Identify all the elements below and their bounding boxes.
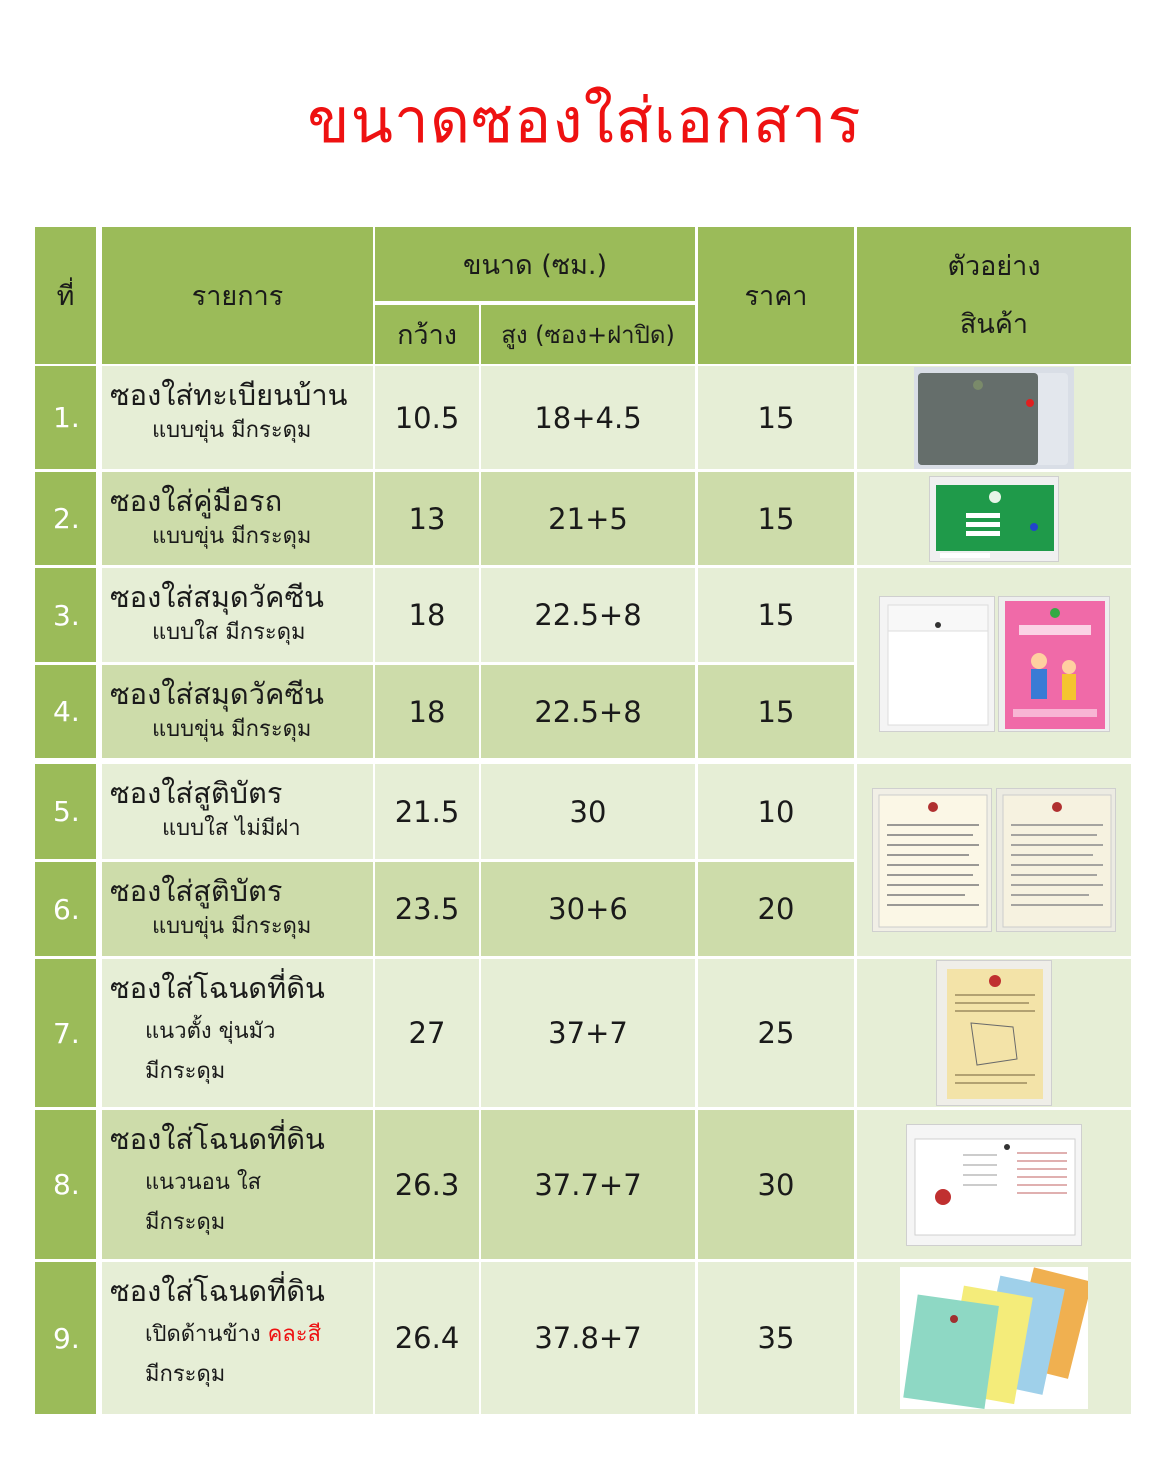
price-value: 30	[757, 1167, 795, 1202]
row-item-cell	[102, 366, 373, 469]
width-value: 27	[408, 1016, 446, 1050]
sample-image-cell-8	[857, 1110, 1131, 1259]
sample-image-cell-9	[857, 1262, 1131, 1414]
item-description-text: แบบใส ไม่มีฝา	[162, 816, 301, 841]
header-height-label: สูง (ซอง+ฝาปิด)	[501, 321, 675, 349]
width-value: 10.5	[394, 400, 460, 435]
item-description-text: เปิดด้านข้าง	[145, 1322, 261, 1347]
row-height-cell	[481, 862, 695, 956]
header-sample-line2: สินค้า	[959, 308, 1029, 340]
row-number: 6.	[53, 892, 80, 926]
width-value: 26.4	[394, 1321, 460, 1355]
sample-image-cell-7	[857, 959, 1131, 1107]
header-no	[35, 227, 96, 364]
height-value: 30	[569, 794, 607, 829]
width-value: 26.3	[394, 1167, 460, 1202]
header-size	[375, 227, 695, 301]
header-item-label: รายการ	[191, 281, 284, 312]
width-value: 18	[408, 694, 446, 729]
item-description	[110, 1320, 321, 1350]
horizontal-land-deed-sleeve-photo	[906, 1124, 1082, 1246]
row-item-cell	[102, 1262, 373, 1414]
frosted-vaccine-sleeve-photo	[998, 596, 1110, 732]
item-name: ซองใส่ทะเบียนบ้าน	[110, 378, 348, 412]
item-description	[110, 1208, 225, 1238]
row-number-cell	[35, 366, 96, 469]
row-number-cell	[35, 665, 96, 758]
row-item-cell	[102, 568, 373, 662]
header-price-label: ราคา	[744, 281, 808, 312]
row-height-cell	[481, 568, 695, 662]
row-width-cell	[375, 1110, 479, 1259]
item-description	[110, 1360, 225, 1390]
item-name: ซองใส่สมุดวัคซีน	[110, 677, 324, 711]
sample-image-cell-2	[857, 472, 1131, 565]
item-name: ซองใส่โฉนดที่ดิน	[110, 971, 325, 1005]
row-price-cell	[698, 1262, 854, 1414]
item-description-text: แนวตั้ง ขุ่นมัว	[145, 1019, 276, 1044]
row-item-cell	[102, 764, 373, 859]
row-price-cell	[698, 862, 854, 956]
sample-image-cell-3-4	[857, 568, 1131, 758]
item-description	[110, 1057, 225, 1087]
header-sample-line1: ตัวอย่าง	[947, 250, 1041, 282]
height-value: 18+4.5	[534, 400, 642, 435]
row-number: 1.	[53, 401, 80, 434]
car-manual-sleeve-photo	[929, 476, 1059, 562]
row-item-cell	[102, 862, 373, 956]
width-value: 23.5	[394, 892, 460, 926]
row-number-cell	[35, 764, 96, 859]
price-table	[35, 227, 1131, 1414]
item-description-text: มีกระดุม	[145, 1059, 226, 1084]
header-width	[375, 305, 479, 364]
item-description	[110, 618, 306, 648]
item-description-text: แบบขุ่น มีกระดุม	[152, 418, 312, 443]
price-value: 15	[757, 694, 795, 729]
price-value: 10	[757, 794, 795, 829]
row-price-cell	[698, 568, 854, 662]
row-price-cell	[698, 366, 854, 469]
page-title: ขนาดซองใส่เอกสาร	[307, 84, 862, 157]
row-number-cell	[35, 959, 96, 1107]
row-width-cell	[375, 862, 479, 956]
row-price-cell	[698, 665, 854, 758]
row-width-cell	[375, 366, 479, 469]
item-name: ซองใส่คู่มือรถ	[110, 484, 283, 518]
item-description-text: แนวนอน ใส	[145, 1170, 262, 1195]
row-height-cell	[481, 764, 695, 859]
price-value: 15	[757, 400, 795, 435]
item-name: ซองใส่โฉนดที่ดิน	[110, 1122, 325, 1156]
item-description	[110, 715, 311, 745]
row-item-cell	[102, 472, 373, 565]
row-number-cell	[35, 862, 96, 956]
header-width-label: กว้าง	[397, 320, 457, 351]
width-value: 13	[408, 501, 446, 536]
row-width-cell	[375, 568, 479, 662]
row-price-cell	[698, 764, 854, 859]
item-description-text: แบบขุ่น มีกระดุม	[152, 914, 312, 939]
assorted-color-land-deed-sleeves-photo	[900, 1267, 1088, 1409]
row-height-cell	[481, 472, 695, 565]
row-width-cell	[375, 1262, 479, 1414]
item-name: ซองใส่โฉนดที่ดิน	[110, 1274, 325, 1308]
item-description-text: แบบขุ่น มีกระดุม	[152, 524, 312, 549]
row-number-cell	[35, 568, 96, 662]
row-number: 8.	[53, 1168, 80, 1201]
row-width-cell	[375, 472, 479, 565]
row-height-cell	[481, 1110, 695, 1259]
row-height-cell	[481, 959, 695, 1107]
height-value: 37.7+7	[534, 1167, 642, 1202]
item-description-text: แบบขุ่น มีกระดุม	[152, 717, 312, 742]
height-value: 22.5+8	[534, 694, 642, 729]
row-width-cell	[375, 959, 479, 1107]
height-value: 37.8+7	[534, 1321, 642, 1355]
item-name: ซองใส่สมุดวัคซีน	[110, 580, 324, 614]
item-name: ซองใส่สูติบัตร	[110, 776, 283, 810]
header-sample	[857, 227, 1131, 364]
header-height	[481, 305, 695, 364]
item-description	[110, 522, 311, 552]
height-value: 21+5	[548, 501, 628, 536]
sample-image-cell-5-6	[857, 764, 1131, 956]
item-description	[110, 814, 301, 844]
header-price	[698, 227, 854, 364]
header-no-label: ที่	[56, 281, 75, 312]
row-height-cell	[481, 1262, 695, 1414]
row-number-cell	[35, 1262, 96, 1414]
row-width-cell	[375, 665, 479, 758]
header-item	[102, 227, 373, 364]
row-price-cell	[698, 472, 854, 565]
item-description	[110, 416, 311, 446]
height-value: 37+7	[548, 1016, 628, 1050]
row-width-cell	[375, 764, 479, 859]
item-description	[110, 1017, 276, 1047]
vertical-land-deed-sleeve-photo	[936, 960, 1052, 1106]
row-price-cell	[698, 959, 854, 1107]
item-description-text: แบบใส มีกระดุม	[152, 620, 306, 645]
row-price-cell	[698, 1110, 854, 1259]
clear-vaccine-sleeve-photo	[879, 596, 995, 732]
height-value: 22.5+8	[534, 598, 642, 632]
row-height-cell	[481, 665, 695, 758]
row-number-cell	[35, 472, 96, 565]
row-item-cell	[102, 665, 373, 758]
header-size-label: ขนาด (ซม.)	[463, 249, 607, 281]
price-value: 35	[757, 1321, 795, 1355]
row-number: 4.	[53, 695, 80, 728]
price-value: 15	[757, 501, 795, 536]
row-number: 9.	[53, 1321, 80, 1355]
frosted-birth-certificate-sleeve-photo	[996, 788, 1116, 932]
row-height-cell	[481, 366, 695, 469]
item-description-highlight: คละสี	[267, 1322, 322, 1347]
height-value: 30+6	[548, 892, 628, 926]
sample-image-cell-1	[857, 366, 1131, 469]
row-number: 3.	[53, 598, 80, 632]
price-value: 25	[757, 1016, 795, 1050]
row-number: 2.	[53, 502, 80, 535]
row-item-cell	[102, 959, 373, 1107]
row-number: 7.	[53, 1016, 80, 1050]
item-description-text: มีกระดุม	[145, 1210, 226, 1235]
price-value: 20	[757, 892, 795, 926]
item-name: ซองใส่สูติบัตร	[110, 874, 283, 908]
row-number-cell	[35, 1110, 96, 1259]
width-value: 21.5	[394, 794, 460, 829]
width-value: 18	[408, 598, 446, 632]
clear-birth-certificate-sleeve-photo	[872, 788, 992, 932]
item-description	[110, 1168, 261, 1198]
price-value: 15	[757, 598, 795, 632]
row-number: 5.	[53, 795, 80, 828]
row-item-cell	[102, 1110, 373, 1259]
item-description-text: มีกระดุม	[145, 1362, 226, 1387]
house-registration-sleeve-photo	[914, 367, 1074, 469]
item-description	[110, 912, 311, 942]
